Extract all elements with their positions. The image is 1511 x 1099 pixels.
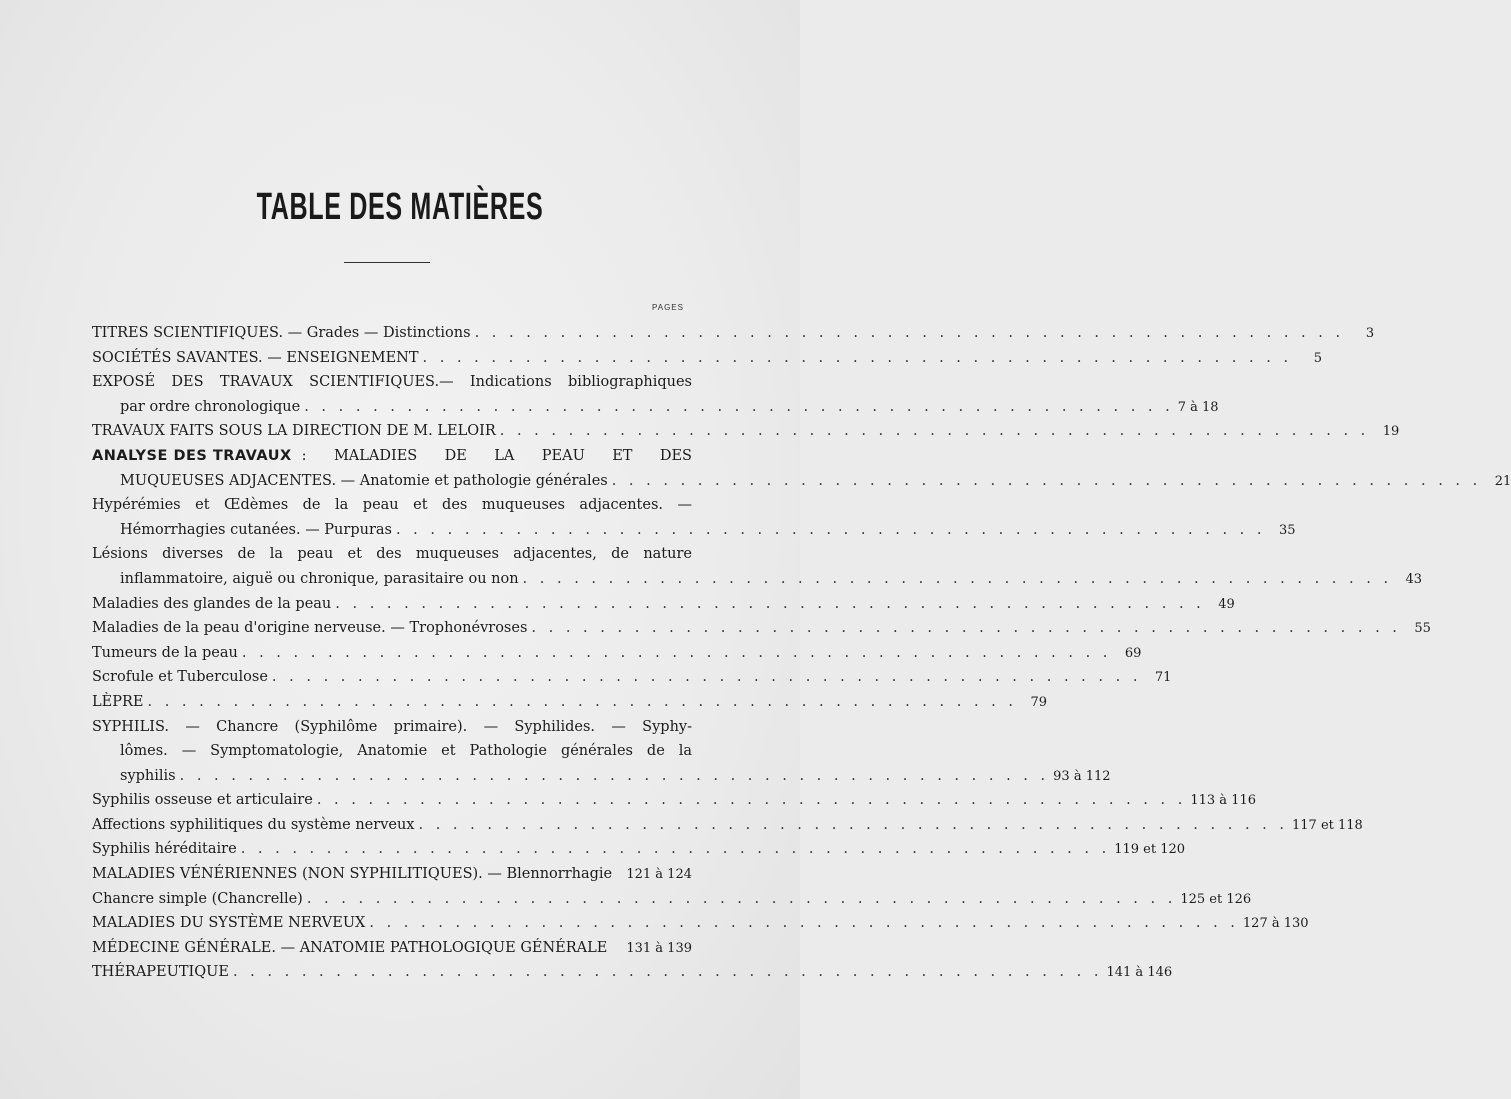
toc-entry-page: 3 <box>1365 326 1375 341</box>
toc-entry-text: THÉRAPEUTIQUE <box>92 964 229 981</box>
toc-leader-dots: . . . . . . . . . . . . . . . . . . . . . . . . . . . . . . . . . . . . . . . . . . . . . . . . . . . <box>241 644 1112 661</box>
toc-leader-dots: . . . . . . . . . . . . . . . . . . . . . . . . . . . . . . . . . . . . . . . . . . . . . . . . . . . <box>240 841 1111 858</box>
toc-entry-page: 35 <box>1278 522 1296 538</box>
toc-entry <box>92 715 692 740</box>
pages-column-header: PAGES <box>652 303 684 312</box>
toc-leader-dots: . . . . . . . . . . . . . . . . . . . . . . . . . . . . . . . . . . . . . . . . . . . . . . . . . . . <box>522 570 1393 587</box>
toc-entry-page: 49 <box>1218 596 1235 612</box>
toc-leader-dots: . . . . . . . . . . . . . . . . . . . . . . . . . . . . . . . . . . . . . . . . . . . . . . . . . . . <box>611 472 1482 489</box>
toc-entry <box>92 911 1309 936</box>
toc-leader-dots: . . . . . . . . . . . . . . . . . . . . . . . . . . . . . . . . . . . . . . . . . . . . . . . . . . . <box>232 964 1103 981</box>
table-of-contents <box>92 321 1511 985</box>
toc-leader-dots: . . . . . . . . . . . . . . . . . . . . . . . . . . . . . . . . . . . . . . . . . . . . . . . . . . . <box>304 398 1174 415</box>
toc-entry-page: 119 et 120 <box>1114 842 1186 858</box>
toc-entry <box>92 641 1142 666</box>
toc-entry <box>92 862 692 887</box>
toc-entry <box>92 690 1048 715</box>
toc-entry <box>92 960 1173 985</box>
toc-entry <box>92 936 692 961</box>
toc-entry-page: 55 <box>1414 621 1431 637</box>
toc-entry-page: 19 <box>1382 424 1400 440</box>
toc-entry-text: Hypérémies et Œdèmes de la peau et des muqueuses adjacentes. — <box>92 497 692 514</box>
toc-leader-dots: . . . . . . . . . . . . . . . . . . . . . . . . . . . . . . . . . . . . . . . . . . . . . . . . . . . <box>369 915 1239 932</box>
toc-entry-text: inflammatoire, aiguë ou chronique, parasitaire ou non <box>120 570 519 587</box>
toc-entry-page: 121 à 124 <box>626 867 692 883</box>
toc-leader-dots: . . . . . . . . . . . . . . . . . . . . . . . . . . . . . . . . . . . . . . . . . . . . . . . . . . . <box>271 669 1142 686</box>
toc-entry <box>92 788 1257 813</box>
toc-entry <box>92 370 692 395</box>
toc-entry <box>92 665 1172 690</box>
toc-leader-dots: . . . . . . . . . . . . . . . . . . . . . . . . . . . . . . . . . . . . . . . . . . . . . . . . . . . <box>418 816 1289 833</box>
toc-entry-bold-text: ANALYSE DES TRAVAUX <box>92 447 292 464</box>
toc-entry-text: LÈPRE <box>92 693 144 710</box>
toc-leader-dots: . . . . . . . . . . . . . . . . . . . . . . . . . . . . . . . . . . . . . . . . . . . . . . . . . . . <box>147 693 1018 710</box>
title-rule <box>344 262 430 263</box>
toc-leader-dots: . . . . . . . . . . . . . . . . . . . . . . . . . . . . . . . . . . . . . . . . . . . . . . . . . . . <box>335 595 1205 612</box>
toc-entry-continuation <box>92 518 1296 543</box>
toc-entry-page: 141 à 146 <box>1106 965 1173 981</box>
toc-entry <box>92 321 1375 346</box>
toc-entry-text: Lésions diverses de la peau et des muqueuses adjacentes, de nature <box>92 546 692 563</box>
toc-entry-text: Scrofule et Tuberculose <box>92 669 268 686</box>
toc-entry-page: 93 à 112 <box>1053 768 1111 784</box>
toc-entry-continuation <box>92 764 1111 789</box>
toc-entry-text: syphilis <box>120 767 176 784</box>
toc-entry-continuation <box>92 469 1511 494</box>
toc-entry-page: 125 et 126 <box>1180 891 1252 907</box>
toc-entry-page: 113 à 116 <box>1190 793 1257 809</box>
toc-entry-text: Hémorrhagies cutanées. — Purpuras <box>120 521 392 538</box>
toc-entry <box>92 887 1252 912</box>
toc-entry-text: Affections syphilitiques du système nerveux <box>92 816 415 833</box>
toc-entry-page: 79 <box>1030 694 1048 710</box>
toc-entry-text: Tumeurs de la peau <box>92 644 238 661</box>
toc-entry-text: Maladies de la peau d'origine nerveuse. — Trophonévroses <box>92 620 528 637</box>
toc-leader-dots: . . . . . . . . . . . . . . . . . . . . . . . . . . . . . . . . . . . . . . . . . . . . . . . . . . . <box>531 620 1401 637</box>
toc-entry-page: 131 à 139 <box>626 940 692 956</box>
toc-entry-text: MÉDECINE GÉNÉRALE. — ANATOMIE PATHOLOGIQUE GÉNÉRALE <box>92 939 608 956</box>
toc-entry-page: 5 <box>1313 350 1323 366</box>
toc-entry-text: lômes. — Symptomatologie, Anatomie et Pathologie générales de la <box>120 743 692 760</box>
toc-entry-text: SOCIÉTÉS SAVANTES. — ENSEIGNEMENT <box>92 349 419 366</box>
toc-entry-text: par ordre chronologique <box>120 398 301 415</box>
toc-entry-text: MALADIES DU SYSTÈME NERVEUX <box>92 915 366 932</box>
toc-entry-text: Syphilis osseuse et articulaire <box>92 792 313 809</box>
toc-entry-page: 7 à 18 <box>1177 399 1219 415</box>
toc-entry-text: SYPHILIS. — Chancre (Syphilôme primaire). — Syphilides. — Syphy- <box>92 718 692 735</box>
toc-entry-text: TRAVAUX FAITS SOUS LA DIRECTION DE M. LELOIR <box>92 423 496 440</box>
toc-entry-page: 43 <box>1405 571 1423 587</box>
toc-entry <box>92 419 1400 444</box>
toc-entry-page: 69 <box>1124 645 1142 661</box>
toc-entry-text: TITRES SCIENTIFIQUES. — Grades — Distinctions <box>92 325 471 341</box>
toc-entry <box>92 346 1323 371</box>
toc-leader-dots: . . . . . . . . . . . . . . . . . . . . . . . . . . . . . . . . . . . . . . . . . . . . . . . . . . . <box>422 349 1293 366</box>
toc-entry-text: EXPOSÉ DES TRAVAUX SCIENTIFIQUES.— Indications bibliographiques <box>92 374 692 391</box>
toc-entry-page: 71 <box>1154 670 1172 686</box>
toc-entry-page: 127 à 130 <box>1242 916 1309 932</box>
toc-entry-continuation <box>92 567 1423 592</box>
toc-entry-page: 117 et 118 <box>1292 817 1363 833</box>
toc-leader-dots: . . . . . . . . . . . . . . . . . . . . . . . . . . . . . . . . . . . . . . . . . . . . . . . . . . . <box>316 792 1187 809</box>
toc-entry-continuation <box>92 739 692 764</box>
toc-leader-dots: . . . . . . . . . . . . . . . . . . . . . . . . . . . . . . . . . . . . . . . . . . . . . . . . . . . <box>306 890 1177 907</box>
toc-entry <box>92 444 692 469</box>
toc-entry-text: MALADIES VÉNÉRIENNES (NON SYPHILITIQUES). — Blennorrhagie <box>92 866 613 883</box>
toc-entry <box>92 813 1363 838</box>
toc-entry <box>92 837 1186 862</box>
toc-leader-dots: . . . . . . . . . . . . . . . . . . . . . . . . . . . . . . . . . . . . . . . . . . . . . . . . . . . <box>179 767 1050 784</box>
page-title: TABLE DES MATIÈRES <box>256 186 544 228</box>
toc-entry <box>92 493 692 518</box>
toc-leader-dots: . . . . . . . . . . . . . . . . . . . . . . . . . . . . . . . . . . . . . . . . . . . . . . . . . . . <box>474 325 1345 341</box>
toc-leader-dots: . . . . . . . . . . . . . . . . . . . . . . . . . . . . . . . . . . . . . . . . . . . . . . . . . . . <box>395 521 1266 538</box>
toc-entry-text: : MALADIES DE LA PEAU ET DES <box>301 447 692 464</box>
toc-entry-text: Syphilis héréditaire <box>92 841 237 858</box>
toc-entry-page: 21 <box>1494 473 1511 489</box>
toc-leader-dots: . . . . . . . . . . . . . . . . . . . . . . . . . . . . . . . . . . . . . . . . . . . . . . . . . . . <box>499 423 1370 440</box>
toc-entry-text: Maladies des glandes de la peau <box>92 595 332 612</box>
toc-entry <box>92 542 692 567</box>
toc-entry <box>92 592 1235 617</box>
toc-entry <box>92 616 1431 641</box>
toc-entry-text: MUQUEUSES ADJACENTES. — Anatomie et pathologie générales <box>120 472 608 489</box>
toc-entry-continuation <box>92 395 1219 420</box>
toc-entry-text: Chancre simple (Chancrelle) <box>92 890 303 907</box>
